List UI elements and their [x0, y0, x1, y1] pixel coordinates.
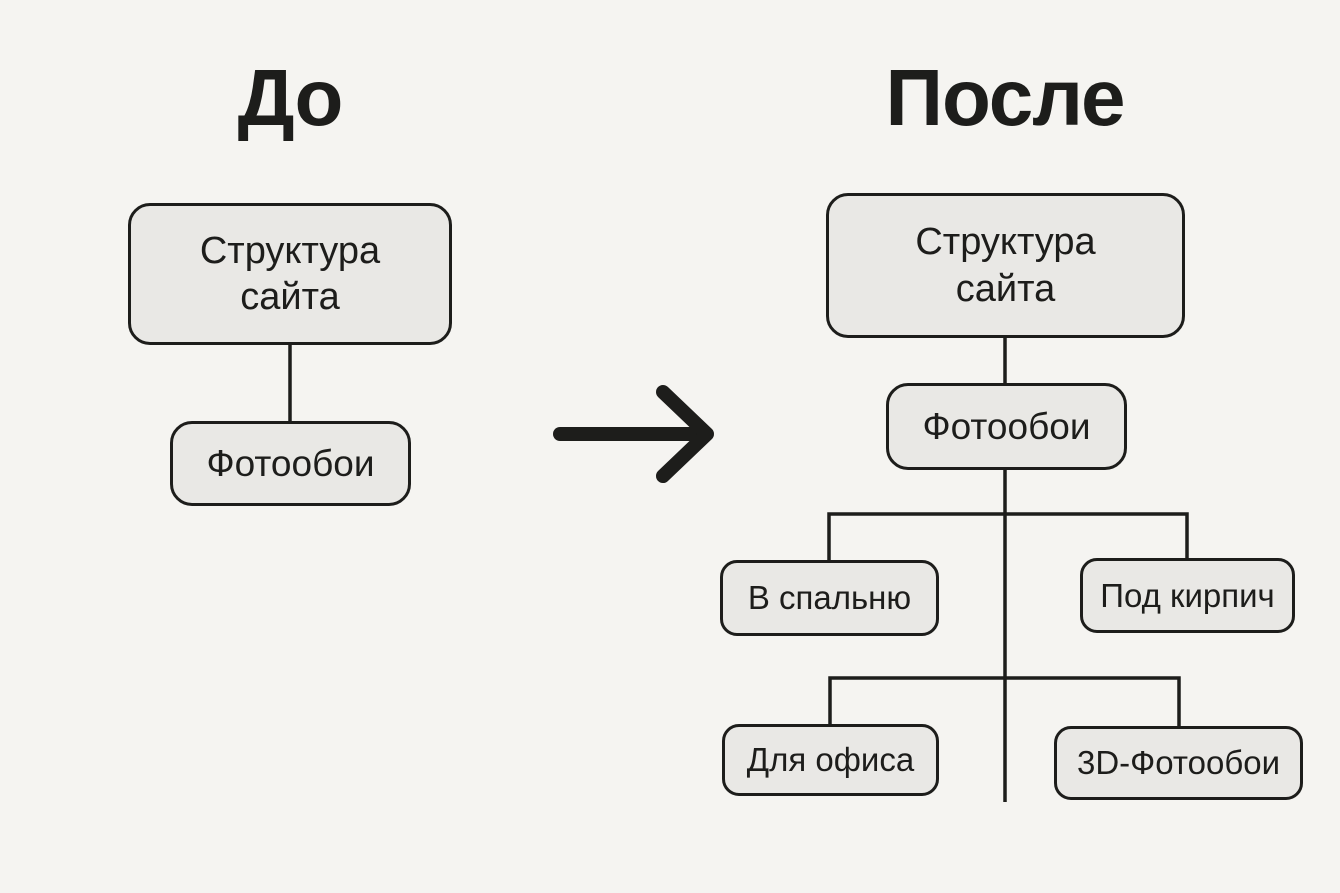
- node-after-site-structure: [826, 193, 1185, 338]
- node-after-child-office: [722, 724, 939, 796]
- node-after-child-bedroom-label: В спальню: [747, 579, 912, 616]
- node-after-photo-wallpaper-label: Фотообои: [922, 405, 1091, 447]
- node-before-photo-wallpaper-label: Фотообои: [206, 442, 375, 484]
- connector-after-branch-row1: [829, 514, 1187, 561]
- node-after-child-brick: [1080, 558, 1295, 633]
- node-after-child-office-label: Для офиса: [746, 741, 915, 778]
- right-arrow-icon: [560, 392, 707, 476]
- node-after-child-brick-label: Под кирпич: [1100, 576, 1275, 614]
- node-after-child-bedroom: [720, 560, 939, 636]
- node-before-photo-wallpaper: [170, 421, 411, 506]
- node-after-photo-wallpaper: [886, 383, 1127, 470]
- node-before-site-structure-label: Структура сайта: [199, 229, 381, 318]
- before-title: До: [237, 53, 343, 142]
- node-before-site-structure: [128, 203, 452, 345]
- node-after-site-structure-label: Структура сайта: [915, 221, 1096, 310]
- after-title: После: [885, 53, 1125, 142]
- node-after-child-3d: [1054, 726, 1303, 800]
- node-after-child-3d-label: 3D-Фотообои: [1076, 744, 1281, 781]
